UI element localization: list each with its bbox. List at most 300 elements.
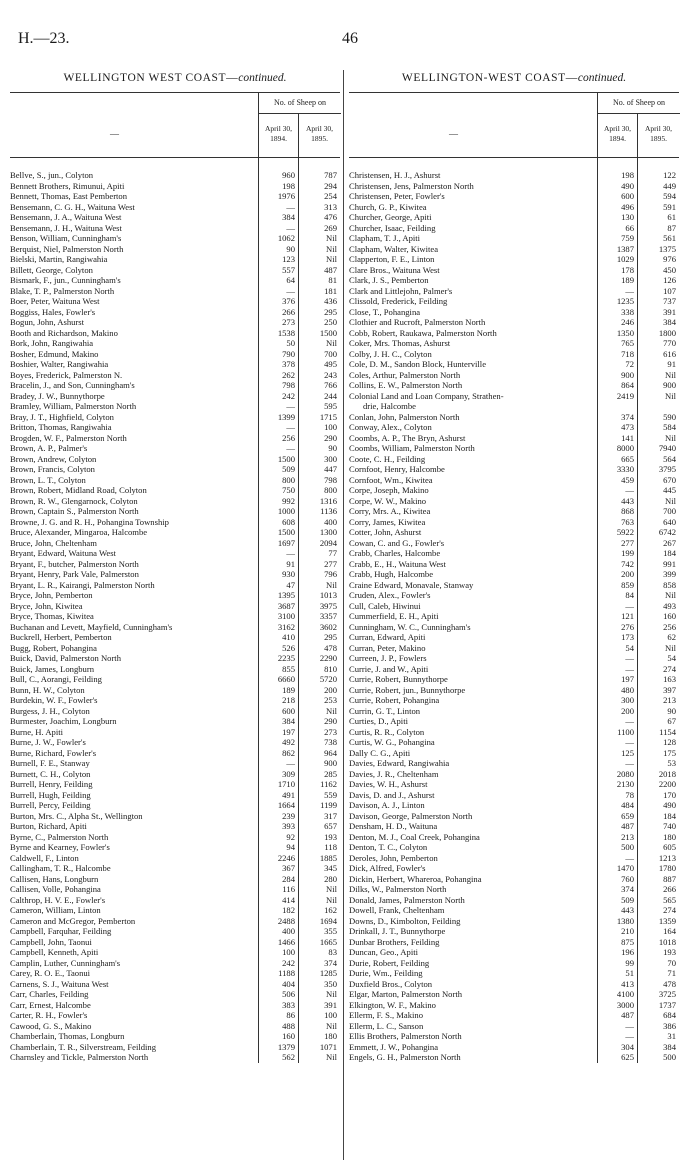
table-row — [349, 296, 679, 307]
sheep-1894: — — [286, 443, 295, 453]
title-text: WELLINGTON WEST COAST— — [63, 72, 239, 84]
sheep-1894: 384 — [282, 212, 295, 222]
sheep-1895: 100 — [324, 422, 337, 432]
table-row — [349, 475, 679, 486]
sheep-1895: 254 — [324, 191, 337, 201]
owner-name: Clapperton, F. E., Linton — [349, 254, 435, 264]
sheep-1895: 290 — [324, 716, 337, 726]
sheep-1894: 480 — [621, 684, 634, 695]
sheep-1895: 590 — [663, 411, 676, 422]
sheep-1894: 91 — [286, 558, 295, 569]
table-row — [10, 926, 340, 937]
table-row — [349, 1042, 679, 1053]
sheep-1895: Nil — [326, 894, 337, 905]
table-row — [349, 443, 679, 454]
sheep-1895: 1694 — [319, 915, 337, 926]
sheep-1894: 1710 — [277, 779, 295, 789]
table-row — [10, 380, 340, 391]
sheep-1895: 122 — [663, 170, 676, 180]
sheep-1894: 1470 — [616, 863, 634, 873]
sheep-1895: 350 — [324, 978, 337, 989]
table-row — [349, 811, 679, 822]
sheep-1895: 54 — [667, 653, 676, 663]
sheep-1895: 700 — [324, 348, 337, 359]
sheep-1894: 178 — [621, 264, 634, 275]
sheep-1895: 1375 — [658, 243, 676, 254]
table-row — [349, 674, 679, 685]
owner-name: Conway, Alex., Colyton — [349, 422, 432, 432]
sheep-1894: 855 — [282, 663, 295, 674]
table-row — [349, 853, 679, 864]
sheep-1894: 562 — [282, 1052, 295, 1062]
sheep-1895: Nil — [326, 338, 337, 348]
sheep-1894: 200 — [621, 569, 634, 579]
sheep-1894: — — [625, 1020, 634, 1031]
table-row — [10, 349, 340, 360]
table-row — [10, 590, 340, 601]
sheep-1895: 384 — [663, 1041, 676, 1052]
sheep-1895: Nil — [326, 579, 337, 590]
sheep-1895: 595 — [324, 401, 337, 411]
table-row — [10, 506, 340, 517]
table-row — [10, 548, 340, 559]
sheep-1895: 887 — [663, 873, 676, 884]
owner-name: Colby, J. H. C., Colyton — [349, 348, 432, 359]
table-row — [10, 317, 340, 328]
sheep-1895: Nil — [665, 642, 676, 653]
sheep-1894: 198 — [621, 170, 634, 180]
column-divider — [343, 70, 344, 1160]
sheep-1894: 284 — [282, 873, 295, 884]
sheep-1895: 798 — [324, 474, 337, 485]
sheep-1895: 243 — [324, 369, 337, 380]
sheep-1895: 274 — [663, 663, 676, 674]
owner-name: Ellerm, F. S., Makino — [349, 1010, 424, 1020]
table-row — [10, 884, 340, 895]
sheep-1894: 189 — [621, 275, 634, 285]
sheep-1894: 1000 — [277, 506, 295, 516]
owner-name: Callisen, Hans, Longburn — [10, 873, 99, 884]
sheep-1894: 459 — [621, 474, 634, 485]
sheep-1895: 200 — [324, 684, 337, 695]
table-row — [349, 233, 679, 244]
owner-name: Bramley, William, Palmerston North — [10, 401, 137, 411]
sheep-1895: 976 — [663, 254, 676, 264]
table-row — [349, 380, 679, 391]
sheep-1894: 2488 — [277, 915, 295, 926]
owner-name: Bennett Brothers, Rimunui, Apiti — [10, 180, 125, 191]
sheep-1894: 86 — [286, 1010, 295, 1020]
owner-name: Callisen, Volle, Pohangina — [10, 884, 101, 894]
table-row — [10, 1010, 340, 1021]
sheep-1895: 796 — [324, 569, 337, 579]
sheep-1894: 338 — [621, 306, 634, 317]
owner-name: Clapham, T. J., Apiti — [349, 233, 421, 243]
owner-name: Bensemann, J. A., Waituna West — [10, 212, 122, 222]
table-row — [10, 632, 340, 643]
sheep-1894: 47 — [286, 579, 295, 590]
sheep-1895: 476 — [324, 212, 337, 222]
table-row — [10, 328, 340, 339]
owner-name: Christensen, Peter, Fowler's — [349, 191, 445, 201]
table-row — [10, 748, 340, 759]
sheep-1894: 1379 — [277, 1041, 295, 1052]
table-row — [349, 821, 679, 832]
owner-name: Bensemann, J. H., Waituna West — [10, 222, 122, 233]
owner-name: Bruce, Alexander, Mingaroa, Halcombe — [10, 527, 148, 537]
table-row — [10, 1042, 340, 1053]
owner-name: Dowell, Frank, Cheltenham — [349, 905, 445, 915]
owner-name: Carter, R. H., Fowler's — [10, 1010, 88, 1020]
sheep-1894: 123 — [282, 254, 295, 264]
sheep-1895: Nil — [665, 590, 676, 600]
title-continued: continued. — [577, 72, 627, 84]
owner-name: Bull, C., Aorangi, Feilding — [10, 674, 102, 684]
sheep-1894: 3162 — [277, 621, 295, 632]
table-row — [349, 706, 679, 717]
sheep-1895: 256 — [663, 621, 676, 632]
sheep-1894: 273 — [282, 317, 295, 327]
owner-name: Caldwell, F., Linton — [10, 852, 79, 863]
sheep-1895: 181 — [324, 285, 337, 296]
table-row — [10, 1031, 340, 1042]
sheep-1894: 491 — [282, 789, 295, 800]
sheep-1894: 94 — [286, 842, 295, 852]
sheep-1894: 1500 — [277, 453, 295, 464]
owner-name: Burgess, J. H., Colyton — [10, 705, 90, 716]
table-row — [10, 790, 340, 801]
right-column — [349, 70, 679, 1063]
table-row — [349, 454, 679, 465]
sheep-1895: 266 — [663, 884, 676, 894]
sheep-1895: 400 — [324, 516, 337, 527]
sheep-1895: 294 — [324, 180, 337, 191]
sheep-1894: 3687 — [277, 600, 295, 611]
owner-name: Carr, Ernest, Halcombe — [10, 999, 91, 1010]
sheep-1895: Nil — [665, 432, 676, 443]
owner-name: Christensen, H. J., Ashurst — [349, 170, 441, 180]
sheep-1895: 67 — [667, 716, 676, 726]
sheep-1895: 1800 — [658, 327, 676, 338]
sheep-1894: 197 — [621, 674, 634, 684]
sheep-1894: — — [286, 222, 295, 233]
table-row — [10, 244, 340, 255]
sheep-1894: 121 — [621, 611, 634, 621]
table-row — [10, 664, 340, 675]
sheep-1894: 376 — [282, 296, 295, 306]
sheep-1894: 66 — [625, 222, 634, 233]
sheep-1894: 116 — [282, 884, 295, 894]
owner-name: Charnsley and Tickle, Palmerston North — [10, 1052, 149, 1062]
sheep-1895: 290 — [324, 432, 337, 443]
sheep-1895: 1665 — [319, 936, 337, 947]
sheep-1895: 561 — [663, 233, 676, 243]
sheep-1895: 7940 — [658, 443, 676, 453]
table-row — [10, 832, 340, 843]
table-row — [349, 559, 679, 570]
table-row — [349, 653, 679, 664]
owner-name: Elgar, Marton, Palmerston North — [349, 989, 463, 999]
sheep-1894: 1350 — [616, 327, 634, 338]
sheep-1895: 3725 — [658, 989, 676, 999]
table-row — [349, 989, 679, 1000]
owner-name: Davis, D. and J., Ashurst — [349, 789, 435, 800]
owner-name: Burton, Mrs. C., Alpha St., Wellington — [10, 810, 143, 821]
table-row — [10, 958, 340, 969]
table-row — [10, 443, 340, 454]
sheep-1894: — — [625, 600, 634, 611]
table-row — [349, 1000, 679, 1011]
sheep-1895: 384 — [663, 317, 676, 327]
owner-name: Brogden, W. F., Palmerston North — [10, 432, 127, 443]
owner-name: Chamberlain, Thomas, Longburn — [10, 1031, 125, 1041]
table-row — [10, 947, 340, 958]
table-row — [349, 601, 679, 612]
table-row — [10, 454, 340, 465]
sheep-1895: 391 — [663, 306, 676, 317]
sheep-1894: 189 — [282, 684, 295, 695]
sheep-1895: Nil — [326, 884, 337, 894]
sheep-1894: 1380 — [616, 915, 634, 926]
owner-name: Curran, Edward, Apiti — [349, 632, 426, 642]
sheep-1895: Nil — [326, 705, 337, 716]
table-row — [349, 328, 679, 339]
sheep-1895: Nil — [326, 254, 337, 264]
sheep-1894: 484 — [621, 800, 634, 810]
sheep-1895: 386 — [663, 1020, 676, 1031]
sheep-1894: 868 — [621, 506, 634, 516]
table-row — [349, 695, 679, 706]
owner-name: Crabb, E., H., Waituna West — [349, 558, 446, 569]
sheep-1895: Nil — [326, 233, 337, 243]
sheep-1894: 54 — [625, 642, 634, 653]
table-row — [10, 580, 340, 591]
table-row — [349, 1010, 679, 1021]
sheep-1895: 445 — [663, 485, 676, 495]
sheep-1894: 199 — [621, 548, 634, 558]
table-row — [349, 538, 679, 549]
owner-name: Clark, J. S., Pemberton — [349, 275, 429, 285]
owner-name: Clissold, Frederick, Feilding — [349, 296, 448, 306]
sheep-1895: 175 — [663, 747, 676, 758]
owner-name: Church, G. P., Kiwitea — [349, 201, 427, 212]
sheep-1894: 256 — [282, 432, 295, 443]
table-row — [349, 632, 679, 643]
owner-name: Curties, D., Apiti — [349, 716, 408, 726]
sheep-1895: 391 — [324, 999, 337, 1010]
table-row — [10, 779, 340, 790]
table-row — [10, 422, 340, 433]
sheep-1894: 4100 — [616, 989, 634, 999]
sheep-1894: 496 — [621, 201, 634, 212]
owner-name: Downs, D., Kimbolton, Feilding — [349, 915, 461, 926]
owner-name: Cull, Caleb, Hiwinui — [349, 600, 421, 611]
sheep-1894: 160 — [282, 1031, 295, 1041]
sheep-1894: 242 — [282, 390, 295, 401]
sheep-1895: 280 — [324, 873, 337, 884]
sheep-1895: 31 — [667, 1031, 676, 1041]
sheep-1894: 266 — [282, 306, 295, 317]
owner-name: Bray, J. T., Highfield, Colyton — [10, 411, 114, 422]
sheep-1894: 141 — [621, 432, 634, 443]
sheep-1894: 500 — [621, 842, 634, 852]
sheep-1895: 559 — [324, 789, 337, 800]
owner-name: Brown, Captain S., Palmerston North — [10, 506, 139, 516]
table-row — [10, 968, 340, 979]
owner-name: Brown, Robert, Midland Road, Colyton — [10, 485, 147, 495]
sheep-1895: 991 — [663, 558, 676, 569]
sheep-1895: 640 — [663, 516, 676, 527]
table-row — [10, 433, 340, 444]
table-row — [349, 191, 679, 202]
owner-name: Ellerm, L. C., Sanson — [349, 1020, 424, 1031]
sheep-1895: 565 — [663, 894, 676, 905]
sheep-1895: Nil — [326, 1020, 337, 1031]
owner-name: Burrell, Henry, Feilding — [10, 779, 93, 789]
sheep-1895: 253 — [324, 695, 337, 705]
table-row — [10, 464, 340, 475]
owner-name: Corpe, Joseph, Makino — [349, 485, 429, 495]
table-row — [349, 580, 679, 591]
owner-name: Burne, Richard, Fowler's — [10, 747, 97, 758]
sheep-1894: 378 — [282, 359, 295, 369]
table-row — [10, 223, 340, 234]
sheep-1895: 118 — [324, 842, 337, 852]
owner-name: Campbell, John, Taonui — [10, 936, 92, 947]
sheep-1894: — — [286, 548, 295, 558]
sheep-1894: 51 — [625, 968, 634, 978]
sheep-1894: 277 — [621, 537, 634, 548]
sheep-1894: 900 — [621, 369, 634, 380]
sheep-1895: 449 — [663, 180, 676, 191]
table-row — [349, 779, 679, 790]
owner-name: Cobb, Robert, Raukawa, Palmerston North — [349, 327, 497, 338]
table-row — [349, 569, 679, 580]
owner-name: Conlan, John, Palmerston North — [349, 411, 460, 422]
owner-name: Bellve, S., jun., Colyton — [10, 170, 94, 180]
owner-name: Bork, John, Rangiwahia — [10, 338, 94, 348]
owner-name: Brown, R. W., Glengarnock, Colyton — [10, 495, 138, 506]
sheep-1894: 488 — [282, 1020, 295, 1031]
sheep-1895: 162 — [324, 905, 337, 915]
sheep-1894: 750 — [282, 485, 295, 495]
col-1895-header: April 30, 1895. — [298, 114, 340, 157]
owner-name: Bryant, F., butcher, Palmerston North — [10, 558, 139, 569]
sheep-1895: 495 — [324, 359, 337, 369]
table-row — [349, 590, 679, 601]
sheep-1894: 487 — [621, 1010, 634, 1020]
sheep-1894: 798 — [282, 380, 295, 390]
sheep-1895: 740 — [663, 821, 676, 831]
table-row — [349, 275, 679, 286]
owner-name: Bradey, J. W., Bunnythorpe — [10, 390, 105, 401]
owner-name: Bielski, Martin, Rangiwahia — [10, 254, 108, 264]
sheep-1894: 198 — [282, 180, 295, 191]
table-row — [10, 485, 340, 496]
table-row — [349, 968, 679, 979]
sheep-1894: 742 — [621, 558, 634, 569]
sheep-1894: 64 — [286, 275, 295, 285]
owner-name: Davies, W. H., Ashurst — [349, 779, 428, 789]
sheep-1894: 875 — [621, 936, 634, 947]
table-row — [349, 359, 679, 370]
owner-name: Booth and Richardson, Makino — [10, 327, 118, 338]
owner-name: Currin, G. T., Linton — [349, 705, 421, 716]
table-row — [349, 548, 679, 559]
owner-name: Bennett, Thomas, East Pemberton — [10, 191, 128, 201]
table-row — [10, 202, 340, 213]
owner-name: Drinkall, J. T., Bunnythorpe — [349, 926, 446, 936]
sheep-1894: 173 — [621, 632, 634, 642]
owner-name: Boshier, Walter, Rangiwahia — [10, 359, 109, 369]
sheep-1895: 2094 — [319, 537, 337, 548]
sheep-1895: 295 — [324, 306, 337, 317]
sheep-1894: — — [625, 737, 634, 747]
name-header: — — [110, 129, 119, 139]
owner-name: Bryce, Thomas, Kiwitea — [10, 611, 94, 621]
sheep-1894: 659 — [621, 810, 634, 821]
sheep-1894: 196 — [621, 947, 634, 957]
sheep-1895: 274 — [663, 905, 676, 915]
owner-name: Dally C. G., Apiti — [349, 747, 411, 758]
table-row — [349, 181, 679, 192]
sheep-1894: 526 — [282, 642, 295, 653]
sheep-1894: 443 — [621, 905, 634, 915]
table-row — [10, 359, 340, 370]
sheep-1895: 594 — [663, 191, 676, 201]
group-header: No. of Sheep on — [597, 93, 680, 114]
table-row — [10, 685, 340, 696]
sheep-1895: 605 — [663, 842, 676, 852]
table-body — [10, 170, 340, 1063]
sheep-1894: 1387 — [616, 243, 634, 254]
owner-name: Clark and Littlejohn, Palmer's — [349, 285, 453, 296]
sheep-1894: 413 — [621, 978, 634, 989]
sheep-1894: — — [286, 401, 295, 411]
table-row — [349, 485, 679, 496]
sheep-1895: 126 — [663, 275, 676, 285]
sheep-1894: 2080 — [616, 768, 634, 779]
sheep-1895: Nil — [665, 390, 676, 401]
owner-name: Dickin, Herbert, Whareroa, Pohangina — [349, 873, 482, 884]
sheep-1894: 200 — [621, 705, 634, 716]
owner-name: Cornfoot, Wm., Kiwitea — [349, 474, 433, 485]
table-row — [10, 905, 340, 916]
sheep-1895: 345 — [324, 863, 337, 873]
owner-name: Bryce, John, Kiwitea — [10, 600, 83, 611]
sheep-1895: 285 — [324, 768, 337, 779]
table-row — [10, 863, 340, 874]
sheep-1894: 130 — [621, 212, 634, 222]
sheep-1894: 182 — [282, 905, 295, 915]
owner-name: Brown, Francis, Colyton — [10, 464, 95, 474]
sheep-1894: — — [286, 285, 295, 296]
owner-name: Boer, Peter, Waituna West — [10, 296, 100, 306]
sheep-1894: 262 — [282, 369, 295, 380]
table-row — [10, 265, 340, 276]
sheep-1894: 1399 — [277, 411, 295, 422]
sheep-1894: 625 — [621, 1052, 634, 1062]
table-row — [349, 496, 679, 507]
owner-name: Bruce, John, Cheltenham — [10, 537, 97, 548]
table-row — [10, 401, 340, 412]
owner-name: Davison, George, Palmerston North — [349, 810, 473, 821]
table-row — [349, 265, 679, 276]
table-row — [349, 685, 679, 696]
owner-name: Camplin, Luther, Cunningham's — [10, 957, 121, 968]
sheep-1895: 83 — [328, 947, 337, 957]
table-row — [349, 307, 679, 318]
